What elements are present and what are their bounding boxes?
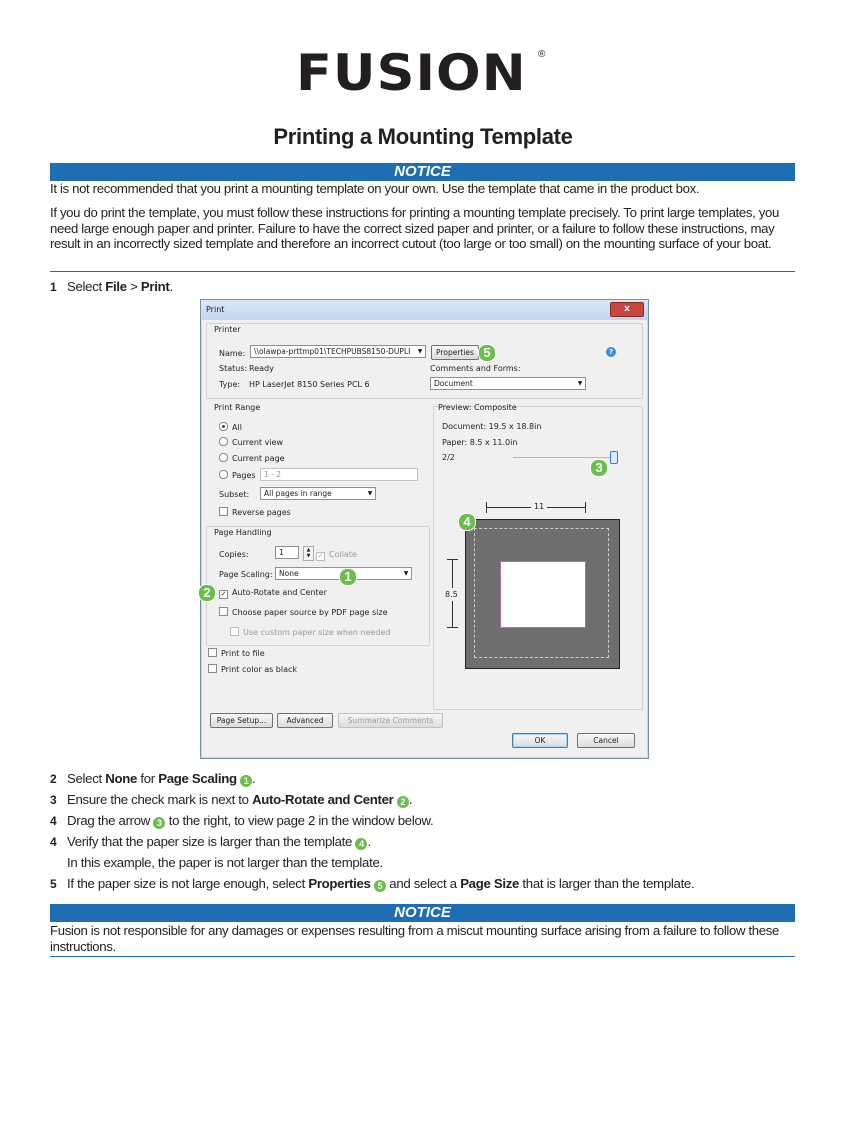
- comments-label: Comments and Forms:: [430, 364, 521, 373]
- height-dimension: 8.5: [445, 590, 458, 599]
- radio-all[interactable]: All: [219, 422, 242, 432]
- step-4-verify: 4 Verify that the paper size is larger than the template 4 .: [50, 834, 371, 849]
- step-1: 1 Select File > Print.: [50, 279, 173, 294]
- document-size: Document: 19.5 x 18.8in: [442, 422, 542, 431]
- notice-2-text: Fusion is not responsible for any damages or expenses resulting from a miscut mounting surface arising from a failure to follow these instructions.: [50, 923, 779, 954]
- printer-name-select[interactable]: \\olawpa-prttmp01\TECHPUBS8150-DUPLI ▼: [250, 345, 426, 358]
- callout-4: 4: [458, 513, 476, 531]
- callout-3-marker: 3: [153, 817, 165, 829]
- chevron-down-icon: ▼: [417, 348, 423, 355]
- properties-button[interactable]: Properties: [431, 345, 479, 360]
- height-dimension-tick: [447, 627, 458, 628]
- preview-page: [465, 519, 620, 669]
- radio-pages[interactable]: Pages: [219, 470, 256, 480]
- width-dimension-tick: [486, 502, 487, 513]
- callout-2-marker: 2: [397, 796, 409, 808]
- dialog-title: Print: [206, 305, 225, 314]
- width-dimension-tick: [585, 502, 586, 513]
- radio-current-view[interactable]: Current view: [219, 437, 283, 447]
- paper-size: Paper: 8.5 x 11.0in: [442, 438, 518, 447]
- notice-paragraph-2: If you do print the template, you must follow these instructions for printing a mounting template precisely. To print large templates, you need large enough paper and printer. Failure to have the correct sized paper and printer, or a failure to follow these instructions, may result in an incorrectly sized template and therefore an incorrect cutout (too large or too small) on the mounting surface of your boat.: [50, 205, 779, 251]
- notice-heading-2: NOTICE: [50, 904, 795, 922]
- help-icon[interactable]: ?: [606, 347, 616, 357]
- step-4-note: In this example, the paper is not larger than the template.: [67, 855, 383, 870]
- page-counter: 2/2: [442, 453, 455, 462]
- radio-current-page[interactable]: Current page: [219, 453, 285, 463]
- paper-outline: [500, 561, 586, 628]
- name-label: Name:: [219, 349, 246, 358]
- height-dimension-tick: [447, 559, 458, 560]
- page-scaling-label: Page Scaling:: [219, 570, 273, 579]
- pages-input[interactable]: 1 - 2: [260, 468, 418, 481]
- copies-label: Copies:: [219, 550, 249, 559]
- page-title: Printing a Mounting Template: [273, 124, 573, 149]
- preview-label: Preview: Composite: [438, 403, 517, 412]
- callout-1-marker: 1: [240, 775, 252, 787]
- collate-checkbox[interactable]: ✓ Collate: [317, 550, 357, 560]
- print-dialog: [200, 299, 649, 759]
- chevron-down-icon: ▼: [403, 570, 409, 577]
- subset-label: Subset:: [219, 490, 250, 499]
- step-5: 5 If the paper size is not large enough, select Properties 5 and select a Page Size that is larger than the template.: [50, 876, 695, 891]
- close-button[interactable]: x: [610, 302, 644, 317]
- custom-size-checkbox[interactable]: Use custom paper size when needed: [230, 627, 391, 637]
- paper-source-checkbox[interactable]: Choose paper source by PDF page size: [219, 607, 388, 617]
- chevron-down-icon: ▼: [367, 490, 373, 497]
- step-4-drag: 4 Drag the arrow 3 to the right, to view page 2 in the window below.: [50, 813, 434, 828]
- callout-3: 3: [590, 459, 608, 477]
- fusion-logo: [296, 44, 548, 102]
- width-dimension: 11: [531, 502, 547, 511]
- chevron-down-icon: ▼: [577, 380, 583, 387]
- callout-4-marker: 4: [355, 838, 367, 850]
- auto-rotate-checkbox[interactable]: ✓ Auto-Rotate and Center: [220, 588, 327, 598]
- callout-5-marker: 5: [374, 880, 386, 892]
- page-handling-label: Page Handling: [214, 528, 272, 537]
- type-label: Type:: [219, 380, 241, 389]
- copies-input[interactable]: 1: [275, 546, 299, 559]
- status-label: Status:: [219, 364, 248, 373]
- print-black-checkbox[interactable]: Print color as black: [208, 664, 297, 674]
- notice-heading: NOTICE: [50, 163, 795, 181]
- reverse-pages-checkbox[interactable]: Reverse pages: [219, 507, 291, 517]
- callout-5: 5: [478, 344, 496, 362]
- copies-spinner[interactable]: ▲ ▼: [303, 546, 314, 561]
- page-slider-thumb[interactable]: [610, 451, 618, 464]
- notice-divider: [50, 271, 795, 272]
- page-scaling-select[interactable]: None ▼: [275, 567, 412, 580]
- type-value: HP LaserJet 8150 Series PCL 6: [249, 380, 370, 389]
- step-2: 2 Select None for Page Scaling 1 .: [50, 771, 256, 786]
- cancel-button[interactable]: Cancel: [577, 733, 635, 748]
- notice-2-divider: [50, 956, 795, 957]
- dialog-title-bar: [201, 300, 648, 320]
- status-value: Ready: [249, 364, 274, 373]
- logo-wordmark: FUSION: [296, 44, 527, 102]
- print-to-file-checkbox[interactable]: Print to file: [208, 648, 265, 658]
- comments-select[interactable]: Document ▼: [430, 377, 586, 390]
- page-slider-track: [513, 457, 613, 458]
- summarize-comments-button[interactable]: Summarize Comments: [338, 713, 443, 728]
- ok-button[interactable]: OK: [512, 733, 568, 748]
- advanced-button[interactable]: Advanced: [277, 713, 333, 728]
- print-range-label: Print Range: [214, 403, 261, 412]
- page-setup-button[interactable]: Page Setup...: [210, 713, 273, 728]
- subset-select[interactable]: All pages in range ▼: [260, 487, 376, 500]
- callout-2: 2: [198, 584, 216, 602]
- registered-mark: ®: [538, 49, 546, 60]
- printer-group-label: Printer: [214, 325, 241, 334]
- notice-paragraph-1: It is not recommended that you print a mounting template on your own. Use the template that came in the product box.: [50, 181, 700, 196]
- step-3: 3 Ensure the check mark is next to Auto-Rotate and Center 2 .: [50, 792, 413, 807]
- callout-1: 1: [339, 568, 357, 586]
